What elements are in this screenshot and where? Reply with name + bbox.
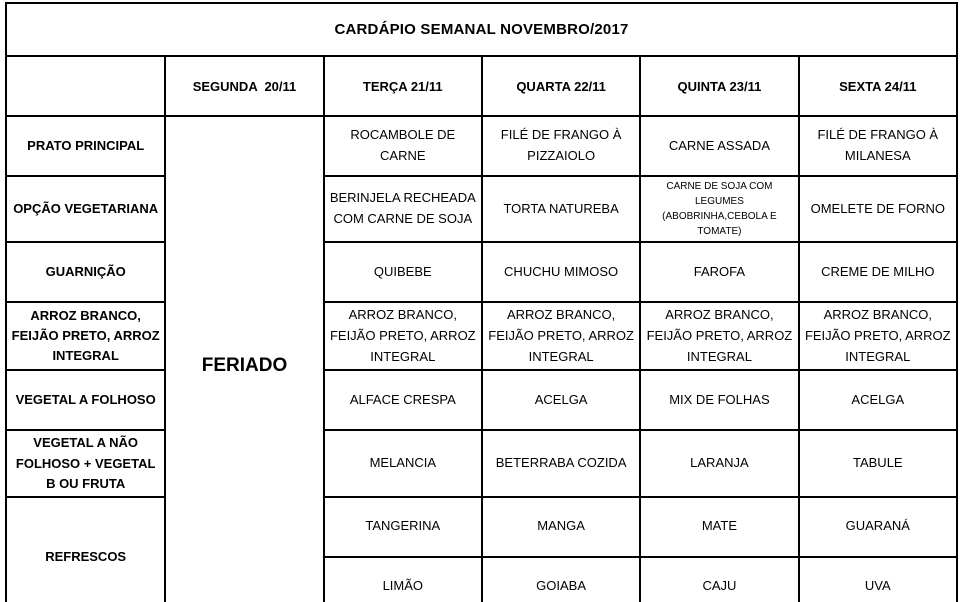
- holiday-cell: FERIADO: [165, 116, 323, 602]
- row-label-vegetal-nao-folhoso: VEGETAL A NÃO FOLHOSO + VEGETAL B OU FRUTA: [6, 430, 165, 496]
- menu-cell: FAROFA: [640, 242, 798, 302]
- menu-cell: BETERRABA COZIDA: [482, 430, 640, 496]
- row-vegetal-nao-folhoso: [6, 430, 957, 496]
- menu-cell: LARANJA: [640, 430, 798, 496]
- menu-cell: BERINJELA RECHEADA COM CARNE DE SOJA: [324, 176, 482, 242]
- menu-cell: QUIBEBE: [324, 242, 482, 302]
- row-label-vegetal-folhoso: VEGETAL A FOLHOSO: [6, 370, 165, 430]
- day-header-segunda: SEGUNDA 20/11: [165, 56, 323, 116]
- row-label-refrescos: REFRESCOS: [6, 497, 165, 602]
- row-opcao-vegetariana: [6, 176, 957, 242]
- day-header-terca: TERÇA 21/11: [324, 56, 482, 116]
- menu-cell: ARROZ BRANCO, FEIJÃO PRETO, ARROZ INTEGRAL: [324, 302, 482, 370]
- day-header-quarta: QUARTA 22/11: [482, 56, 640, 116]
- menu-cell: MIX DE FOLHAS: [640, 370, 798, 430]
- menu-cell: ACELGA: [799, 370, 957, 430]
- menu-cell: ARROZ BRANCO, FEIJÃO PRETO, ARROZ INTEGRAL: [482, 302, 640, 370]
- row-vegetal-folhoso: [6, 370, 957, 430]
- menu-cell: CARNE ASSADA: [640, 116, 798, 176]
- menu-cell: UVA: [799, 557, 957, 602]
- menu-cell: ARROZ BRANCO, FEIJÃO PRETO, ARROZ INTEGRAL: [799, 302, 957, 370]
- menu-cell: ROCAMBOLE DE CARNE: [324, 116, 482, 176]
- row-guarnicao: [6, 242, 957, 302]
- menu-cell: TORTA NATUREBA: [482, 176, 640, 242]
- menu-cell: ACELGA: [482, 370, 640, 430]
- row-prato-principal: [6, 116, 957, 176]
- menu-cell: CREME DE MILHO: [799, 242, 957, 302]
- menu-title: CARDÁPIO SEMANAL NOVEMBRO/2017: [6, 3, 957, 56]
- row-label-prato-principal: PRATO PRINCIPAL: [6, 116, 165, 176]
- menu-cell: GUARANÁ: [799, 497, 957, 557]
- menu-cell: MELANCIA: [324, 430, 482, 496]
- menu-cell: MANGA: [482, 497, 640, 557]
- day-header-row: [6, 56, 957, 116]
- row-label-arroz-feijao: ARROZ BRANCO, FEIJÃO PRETO, ARROZ INTEGRAL: [6, 302, 165, 370]
- menu-cell: OMELETE DE FORNO: [799, 176, 957, 242]
- menu-cell: ARROZ BRANCO, FEIJÃO PRETO, ARROZ INTEGRAL: [640, 302, 798, 370]
- menu-cell: CHUCHU MIMOSO: [482, 242, 640, 302]
- menu-cell: TABULE: [799, 430, 957, 496]
- menu-cell: FILÉ DE FRANGO À PIZZAIOLO: [482, 116, 640, 176]
- menu-cell: CAJU: [640, 557, 798, 602]
- menu-cell: ALFACE CRESPA: [324, 370, 482, 430]
- row-label-guarnicao: GUARNIÇÃO: [6, 242, 165, 302]
- menu-cell: FILÉ DE FRANGO À MILANESA: [799, 116, 957, 176]
- header-empty-cell: [6, 56, 165, 116]
- menu-cell: MATE: [640, 497, 798, 557]
- row-arroz-feijao: [6, 302, 957, 370]
- menu-cell: GOIABA: [482, 557, 640, 602]
- row-label-opcao-vegetariana: OPÇÃO VEGETARIANA: [6, 176, 165, 242]
- row-refrescos-1: [6, 497, 957, 557]
- title-row: [6, 3, 957, 56]
- menu-cell: LIMÃO: [324, 557, 482, 602]
- weekly-menu-table: [5, 2, 958, 602]
- menu-cell: CARNE DE SOJA COM LEGUMES (ABOBRINHA,CEBOLA E TOMATE): [640, 176, 798, 242]
- menu-cell: TANGERINA: [324, 497, 482, 557]
- day-header-quinta: QUINTA 23/11: [640, 56, 798, 116]
- day-header-sexta: SEXTA 24/11: [799, 56, 957, 116]
